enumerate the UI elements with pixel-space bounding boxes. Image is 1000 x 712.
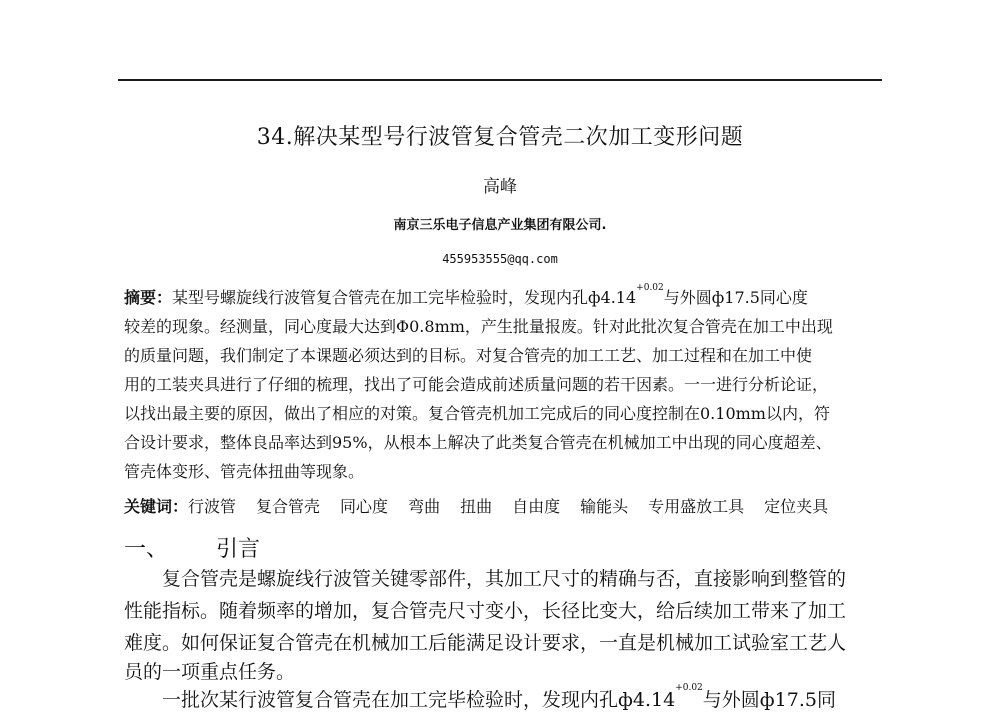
keywords	[124, 494, 848, 517]
keyword: 定位夹具	[764, 497, 829, 516]
header-rule	[118, 79, 882, 81]
section-title: 引言	[216, 537, 261, 562]
author-email: 455953555@qq.com	[442, 252, 558, 266]
paper-title: 34.解决某型号行波管复合管壳二次加工变形问题	[256, 125, 744, 150]
keyword: 同心度	[340, 497, 389, 516]
body-line: 一批次某行波管复合管壳在加工完毕检验时，发现内孔$ф4.14^{+0.02}$与外圆ф17.5同	[162, 683, 836, 711]
keyword: 复合管壳	[256, 497, 321, 516]
keyword: 弯曲	[408, 497, 441, 516]
keyword: 自由度	[512, 497, 561, 516]
abstract-line: 摘要：某型号螺旋线行波管复合管壳在加工完毕检验时，发现内孔$ф4.14^{+0.02}$与外圆ф17.5同心度	[124, 283, 808, 307]
keyword: 行波管	[188, 497, 237, 516]
affiliation: 南京三乐电子信息产业集团有限公司.	[393, 218, 607, 233]
keyword: 扭曲	[460, 497, 493, 516]
abstract-line: 合设计要求，整体良品率达到95%，从根本上解决了此类复合管壳在机械加工中出现的同心度超差、	[124, 433, 832, 452]
abstract-line: 较差的现象。经测量，同心度最大达到Φ0.8mm，产生批量报废。针对此批次复合管壳在加工中出现	[124, 317, 833, 336]
body-line: 难度。如何保证复合管壳在机械加工后能满足设计要求，一直是机械加工试验室工艺人	[124, 632, 847, 654]
section-heading	[124, 532, 260, 563]
body-line: 员的一项重点任务。	[124, 661, 296, 683]
keyword: 输能头	[580, 497, 629, 516]
body-line: 复合管壳是螺旋线行波管关键零部件，其加工尺寸的精确与否，直接影响到整管的	[162, 568, 847, 590]
abstract-label: 摘要：	[124, 288, 173, 307]
abstract-line: 用的工装夹具进行了仔细的梳理，找出了可能会造成前述质量问题的若干因素。一一进行分析论证，	[124, 375, 829, 394]
abstract-line: 的质量问题，我们制定了本课题必须达到的目标。对复合管壳的加工工艺、加工过程和在加工中使	[124, 346, 813, 365]
abstract-line: 以找出最主要的原因，做出了相应的对策。复合管壳机加工完成后的同心度控制在0.10mm以内，符	[124, 404, 830, 423]
body-line: 性能指标。随着频率的增加，复合管壳尺寸变小，长径比变大，给后续加工带来了加工	[124, 600, 847, 622]
keywords-label: 关键词：	[124, 497, 189, 516]
author-name: 高峰	[483, 177, 517, 197]
abstract-line: 管壳体变形、管壳体扭曲等现象。	[124, 462, 365, 481]
keyword: 专用盛放工具	[648, 497, 745, 516]
section-number: 一、	[124, 537, 169, 562]
